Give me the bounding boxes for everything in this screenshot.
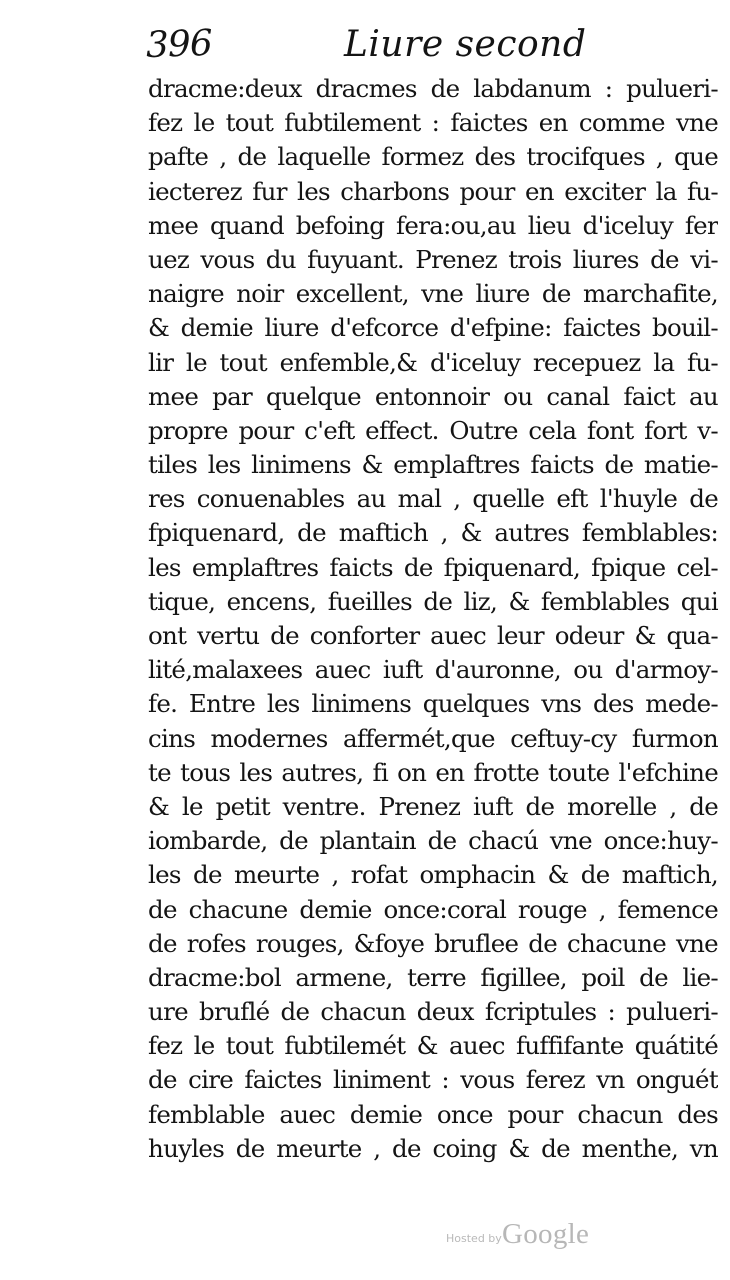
text-line: fez le tout fubtilement : faictes en comme vne xyxy=(148,108,718,138)
text-line: de chacune demie once:coral rouge , femence xyxy=(148,894,718,924)
text-line: res conuenables au mal , quelle eft l'huyle de xyxy=(148,484,718,514)
text-line: lir le tout enfemble,& d'iceluy recepuez la fu- xyxy=(148,347,718,377)
text-line: dracme:deux dracmes de labdanum : pulueri- xyxy=(148,74,718,103)
text-line: cins modernes affermét,que ceftuy-cy furmon xyxy=(148,723,718,753)
text-line: uez vous du fuyuant. Prenez trois liures de vi- xyxy=(148,244,718,274)
text-line: ont vertu de conforter auec leur odeur & qua- xyxy=(148,621,718,650)
page-header xyxy=(146,18,706,70)
text-line: dracme:bol armene, terre figillee, poil de lie- xyxy=(148,962,718,992)
text-line: & demie liure d'efcorce d'efpine: faictes bouil- xyxy=(148,313,718,343)
text-line: fez le tout fubtilemét & auec fuffifante quátité xyxy=(148,1031,718,1061)
text-line: huyles de meurte , de coing & de menthe, vn xyxy=(148,1133,718,1163)
text-line: ure bruflé de chacun deux fcriptules : pulueri- xyxy=(148,997,718,1027)
text-line: de cire faictes liniment : vous ferez vn onguét xyxy=(148,1065,718,1095)
hosted-by-google-watermark xyxy=(440,1218,620,1258)
text-line: fpiquenard, de maftich , & autres femblables: xyxy=(148,518,718,548)
text-line: pafte , de laquelle formez des trocifques , que xyxy=(148,142,718,172)
text-line: iecterez fur les charbons pour en exciter la fu- xyxy=(148,176,718,206)
text-line: mee par quelque entonnoir ou canal faict au xyxy=(148,381,718,411)
text-line: fe. Entre les linimens quelques vns des mede- xyxy=(148,689,718,719)
text-line: femblable auec demie once pour chacun des xyxy=(148,1099,718,1129)
google-logo: Google xyxy=(502,1218,590,1250)
text-line: mee quand befoing fera:ou,au lieu d'iceluy fer xyxy=(148,210,718,240)
hosted-by-label: Hosted by xyxy=(446,1232,502,1245)
text-line: propre pour c'eft effect. Outre cela font fort v- xyxy=(148,415,718,445)
body-text xyxy=(148,72,718,1166)
text-line: te tous les autres, fi on en frotte toute l'efchine xyxy=(148,757,718,787)
page-number: 396 xyxy=(145,22,213,67)
text-line: tiles les linimens & emplaftres faicts de matie- xyxy=(148,450,718,480)
text-line: naigre noir excellent, vne liure de marchafite, xyxy=(148,279,718,309)
text-line: lité,malaxees auec iuft d'auronne, ou d'armoy- xyxy=(148,655,718,685)
text-line: tique, encens, fueilles de liz, & femblables qui xyxy=(148,586,718,616)
text-line: les emplaftres faicts de fpiquenard, fpique cel- xyxy=(148,552,718,582)
text-line: & le petit ventre. Prenez iuft de morelle , de xyxy=(148,791,718,821)
text-line: les de meurte , rofat omphacin & de maftich, xyxy=(148,860,718,890)
running-head: Liure second xyxy=(344,24,587,65)
text-line: iombarde, de plantain de chacú vne once:huy- xyxy=(148,826,718,856)
text-line: de rofes rouges, &foye bruflee de chacune vne xyxy=(148,928,718,958)
